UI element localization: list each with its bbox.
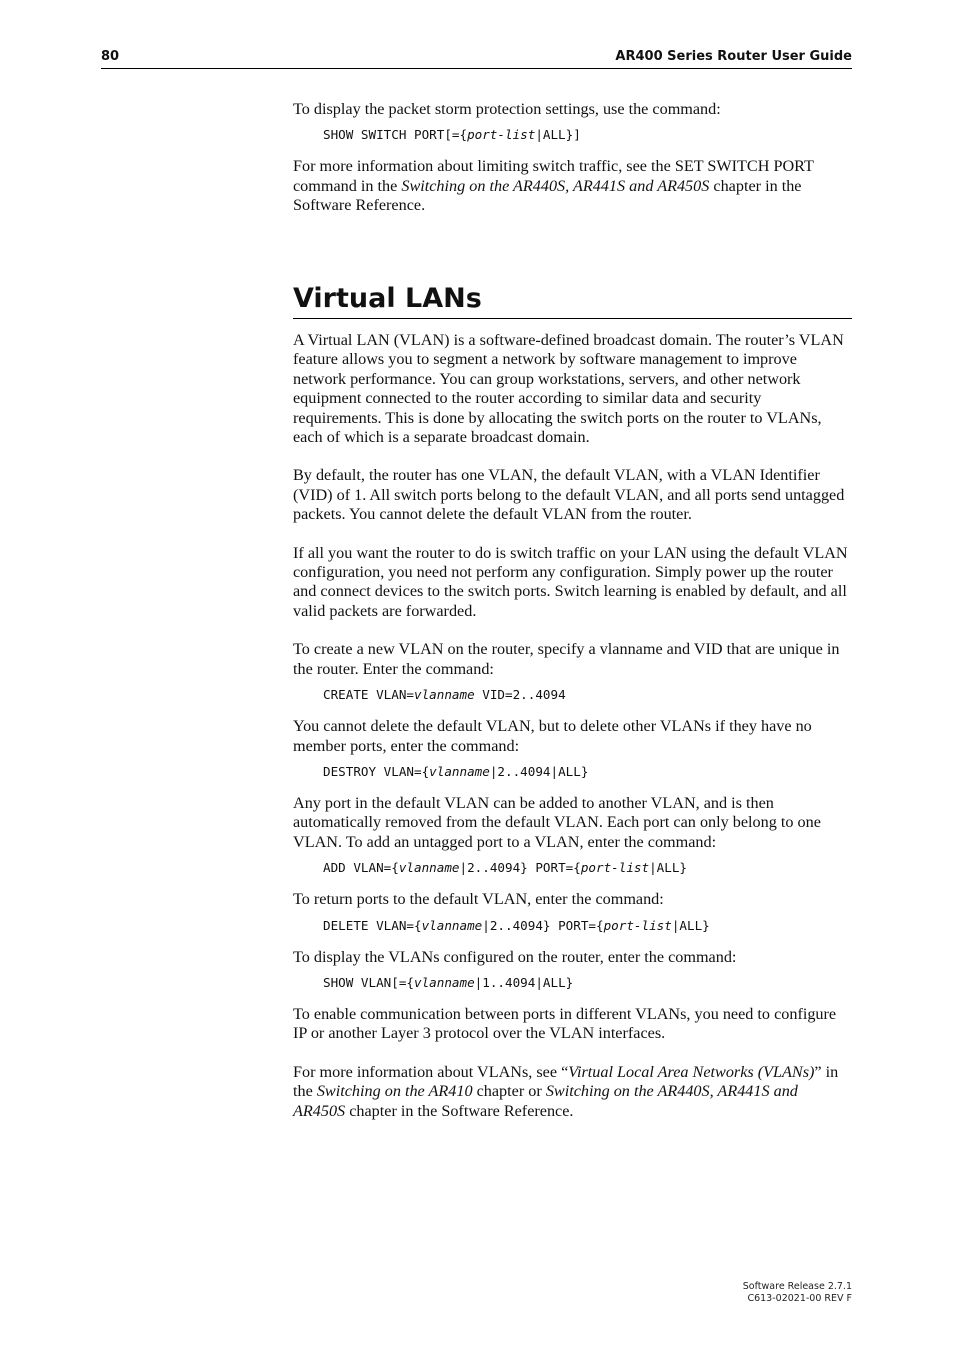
- cmd-text: SHOW SWITCH PORT[={: [323, 127, 468, 143]
- text-run: ” in the: [293, 1062, 839, 1101]
- command-destroy-vlan: [323, 764, 853, 780]
- intro-paragraph-1: To display the packet storm protection settings, use the command:: [293, 100, 721, 118]
- vlan-paragraph-1: A Virtual LAN (VLAN) is a software-defined broadcast domain. The router’s VLAN feature allows you to segment a network by software management to improve network performance. You can group workstations, servers, and other network equipment connected to the router according to similar data and security requirements. This is done by allocating the switch ports on the router to VLANs, each of which is a separate broadcast domain.: [293, 331, 844, 447]
- chapter-reference: Switching on the AR410: [316, 1082, 473, 1101]
- page-footer: [743, 1281, 852, 1305]
- vlan-paragraph-7: To return ports to the default VLAN, enter the command:: [293, 890, 664, 909]
- section-heading-wrap: [293, 282, 852, 319]
- command-show-vlan: [323, 975, 853, 991]
- cmd-arg: vlanname: [414, 687, 475, 703]
- vlan-paragraph-6: Any port in the default VLAN can be added to another VLAN, and is then automatically removed from the default VLAN. Each port can only belong to one VLAN. To add an untagged port to a VLAN, enter the command:: [293, 793, 821, 851]
- document-code: C613-02021-00 REV F: [747, 1293, 852, 1304]
- chapter-reference: Switching on the AR440S, AR441S and AR450S: [401, 176, 710, 195]
- cmd-text: |2..4094|ALL}: [489, 763, 589, 779]
- cmd-text: |2..4094} PORT={: [459, 860, 581, 876]
- vlan-paragraph-4: To create a new VLAN on the router, specify a vlanname and VID that are unique in the router. Enter the command:: [293, 640, 840, 678]
- cmd-text: |ALL}: [649, 860, 687, 876]
- vlan-paragraph-2: By default, the router has one VLAN, the default VLAN, with a VLAN Identifier (VID) of 1. All switch ports belong to the default VLAN, and all ports send untagged packets. You cannot delete the default VLAN from the router.: [293, 466, 845, 524]
- vlan-section-body: [293, 331, 853, 1121]
- cmd-text: DESTROY VLAN={: [323, 763, 430, 779]
- cmd-arg: vlanname: [429, 763, 490, 779]
- chapter-reference: Virtual Local Area Networks (VLANs): [568, 1062, 815, 1081]
- text-run: chapter in the Software Reference.: [345, 1101, 574, 1120]
- cmd-arg: port-list: [580, 860, 650, 876]
- command-add-vlan-port: [323, 860, 853, 876]
- cmd-text: |1..4094|ALL}: [474, 974, 574, 990]
- intro-paragraph-2: [293, 157, 853, 215]
- command-create-vlan: [323, 687, 853, 703]
- book-title: AR400 Series Router User Guide: [615, 49, 852, 64]
- vlan-paragraph-8: To display the VLANs configured on the router, enter the command:: [293, 947, 737, 966]
- cmd-text: SHOW VLAN[={: [323, 974, 414, 990]
- cmd-arg: port-list: [603, 917, 672, 933]
- vlan-paragraph-9: To enable communication between ports in different VLANs, you need to configure IP or another Layer 3 protocol over the VLAN interfaces.: [293, 1004, 837, 1043]
- cmd-text: DELETE VLAN={: [323, 917, 422, 933]
- page-header: [101, 48, 852, 69]
- cmd-arg: vlanname: [421, 917, 483, 933]
- cmd-arg: vlanname: [414, 974, 475, 990]
- vlan-paragraph-10: [293, 1063, 853, 1121]
- vlan-paragraph-3: If all you want the router to do is switch traffic on your LAN using the default VLAN configuration, you need not perform any configuration. Simply power up the router and connect devices to the switch ports. Switch learning is enabled by default, and all valid packets are forwarded.: [293, 543, 848, 620]
- cmd-text: CREATE VLAN=: [323, 687, 414, 703]
- text-run: For more information about VLANs, see “: [293, 1062, 569, 1081]
- vlan-paragraph-5: You cannot delete the default VLAN, but to delete other VLANs if they have no member ports, enter the command:: [293, 717, 812, 755]
- command-delete-vlan-port: [323, 918, 853, 934]
- text-run: chapter in the Software Reference.: [293, 176, 802, 215]
- cmd-text: |ALL}]: [535, 127, 581, 143]
- command-show-switch-port: [323, 127, 853, 143]
- text-run: For more information about limiting switch traffic, see the SET SWITCH PORT command in the: [293, 157, 814, 195]
- section-heading: Virtual LANs: [293, 282, 852, 319]
- chapter-reference: Switching on the AR440S, AR441S and AR450S: [293, 1082, 798, 1120]
- page-number: 80: [101, 49, 120, 64]
- cmd-text: |ALL}: [671, 917, 710, 933]
- cmd-arg: vlanname: [398, 860, 460, 876]
- software-release: Software Release 2.7.1: [742, 1281, 852, 1292]
- intro-block: [293, 100, 853, 216]
- text-run: chapter or: [472, 1082, 546, 1101]
- cmd-arg: port-list: [467, 127, 536, 143]
- cmd-text: |2..4094} PORT={: [482, 917, 604, 933]
- cmd-text: VID=2..4094: [474, 687, 566, 703]
- cmd-text: ADD VLAN={: [323, 860, 399, 876]
